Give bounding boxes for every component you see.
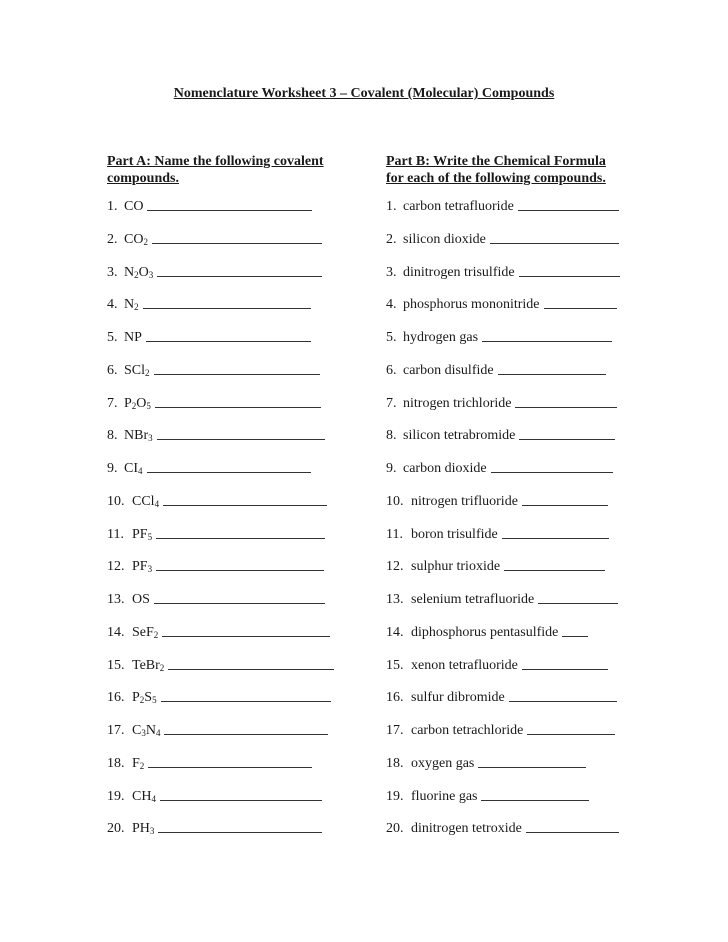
question-row bbox=[386, 755, 620, 788]
formula-symbol: NBr bbox=[124, 428, 149, 444]
answer-blank[interactable] bbox=[164, 723, 328, 735]
formula-symbol: CO bbox=[124, 199, 144, 214]
question-row bbox=[386, 460, 620, 493]
formula-symbol: CO bbox=[124, 231, 144, 247]
question-number: 20. bbox=[386, 821, 404, 837]
formula-symbol: TeBr bbox=[132, 657, 160, 673]
formula-subscript: 2 bbox=[145, 367, 150, 378]
question-number: 19. bbox=[386, 788, 404, 804]
question-row bbox=[107, 558, 334, 591]
question-number: 16. bbox=[107, 690, 125, 706]
answer-blank[interactable] bbox=[478, 756, 586, 768]
answer-blank[interactable] bbox=[538, 592, 618, 604]
question-number: 15. bbox=[386, 657, 404, 673]
question-number: 10. bbox=[386, 493, 404, 509]
question-row bbox=[386, 296, 620, 329]
question-number: 8. bbox=[107, 428, 118, 444]
question-number: 15. bbox=[107, 657, 125, 673]
answer-blank[interactable] bbox=[156, 527, 325, 539]
answer-blank[interactable] bbox=[147, 461, 312, 473]
part-a-heading-line2: compounds. bbox=[107, 171, 179, 186]
question-number: 4. bbox=[386, 297, 397, 313]
question-row bbox=[107, 722, 334, 755]
compound-name: fluorine gas bbox=[411, 788, 478, 804]
question-number: 13. bbox=[386, 592, 404, 607]
compound-name: sulfur dibromide bbox=[411, 690, 505, 706]
compound-name: carbon tetrachloride bbox=[411, 723, 524, 738]
formula-symbol: CI bbox=[124, 461, 138, 476]
answer-blank[interactable] bbox=[155, 396, 321, 408]
compound-name: dinitrogen tetroxide bbox=[411, 821, 522, 837]
answer-blank[interactable] bbox=[143, 297, 311, 309]
question-row bbox=[107, 788, 334, 821]
compound-formula bbox=[124, 199, 143, 215]
compound-formula bbox=[132, 658, 164, 674]
answer-blank[interactable] bbox=[522, 494, 608, 506]
question-number: 1. bbox=[107, 199, 118, 214]
question-row bbox=[107, 296, 334, 329]
formula-subscript: 2 bbox=[134, 302, 139, 313]
compound-name: carbon disulfide bbox=[403, 362, 494, 378]
question-row bbox=[107, 755, 334, 788]
formula-subscript: 2 bbox=[134, 269, 139, 280]
answer-blank[interactable] bbox=[519, 428, 615, 440]
answer-blank[interactable] bbox=[527, 723, 615, 735]
answer-blank[interactable] bbox=[163, 494, 327, 506]
question-number: 20. bbox=[107, 821, 125, 837]
question-row bbox=[107, 657, 334, 690]
question-number: 1. bbox=[386, 199, 397, 214]
question-number: 7. bbox=[386, 395, 397, 411]
question-number: 3. bbox=[107, 264, 118, 280]
question-row bbox=[386, 526, 620, 559]
answer-blank[interactable] bbox=[502, 527, 609, 539]
question-row bbox=[386, 427, 620, 460]
compound-name: nitrogen trifluoride bbox=[411, 493, 518, 509]
question-row bbox=[386, 329, 620, 362]
question-row bbox=[386, 558, 620, 591]
compound-name: carbon tetrafluoride bbox=[403, 199, 514, 214]
formula-symbol: CH bbox=[132, 788, 152, 804]
question-number: 8. bbox=[386, 428, 397, 444]
question-number: 18. bbox=[386, 755, 404, 771]
question-row bbox=[107, 689, 334, 722]
compound-name: phosphorus mononitride bbox=[403, 297, 540, 313]
answer-blank[interactable] bbox=[158, 821, 322, 833]
question-row bbox=[386, 820, 620, 853]
part-b-heading-line2: for each of the following compounds. bbox=[386, 171, 606, 186]
compound-formula bbox=[132, 559, 152, 575]
question-number: 14. bbox=[107, 624, 125, 640]
answer-blank[interactable] bbox=[526, 821, 619, 833]
question-number: 12. bbox=[386, 559, 404, 575]
compound-formula bbox=[132, 690, 157, 706]
question-number: 9. bbox=[386, 461, 397, 476]
answer-blank[interactable] bbox=[519, 265, 620, 277]
compound-name: silicon dioxide bbox=[403, 231, 486, 247]
formula-symbol: PF bbox=[132, 526, 148, 542]
answer-blank[interactable] bbox=[491, 461, 613, 473]
formula-subscript: 2 bbox=[153, 629, 159, 640]
answer-blank[interactable] bbox=[160, 789, 322, 801]
answer-blank[interactable] bbox=[162, 625, 330, 637]
formula-subscript: 2 bbox=[139, 695, 145, 706]
question-row bbox=[386, 689, 620, 722]
formula-symbol: F bbox=[132, 755, 140, 771]
question-row bbox=[386, 788, 620, 821]
part-a-heading bbox=[107, 153, 324, 187]
answer-blank[interactable] bbox=[515, 396, 617, 408]
compound-formula bbox=[132, 756, 144, 772]
formula-subscript: 5 bbox=[146, 400, 151, 411]
part-b-heading bbox=[386, 153, 606, 187]
answer-blank[interactable] bbox=[504, 559, 605, 571]
question-row bbox=[386, 231, 620, 264]
answer-blank[interactable] bbox=[148, 756, 312, 768]
question-number: 19. bbox=[107, 788, 125, 804]
answer-blank[interactable] bbox=[481, 789, 589, 801]
formula-symbol: N bbox=[145, 723, 156, 738]
compound-name: dinitrogen trisulfide bbox=[403, 264, 515, 280]
question-number: 2. bbox=[107, 231, 118, 247]
question-number: 18. bbox=[107, 755, 125, 771]
question-number: 12. bbox=[107, 559, 125, 575]
compound-formula bbox=[124, 363, 150, 379]
compound-name: selenium tetrafluoride bbox=[411, 592, 535, 607]
answer-blank[interactable] bbox=[146, 330, 311, 342]
compound-formula bbox=[132, 789, 156, 805]
part-b-list bbox=[386, 198, 620, 853]
formula-symbol: P bbox=[124, 395, 132, 411]
answer-blank[interactable] bbox=[147, 199, 312, 211]
question-row bbox=[107, 820, 334, 853]
compound-name: hydrogen gas bbox=[403, 330, 479, 345]
formula-symbol: OS bbox=[132, 592, 150, 607]
formula-subscript: 2 bbox=[143, 236, 148, 247]
answer-blank[interactable] bbox=[168, 658, 334, 670]
compound-formula bbox=[124, 330, 142, 346]
question-row bbox=[107, 329, 334, 362]
answer-blank[interactable] bbox=[522, 658, 608, 670]
answer-blank[interactable] bbox=[154, 592, 325, 604]
question-row bbox=[386, 591, 620, 624]
formula-subscript: 4 bbox=[154, 498, 160, 509]
question-row bbox=[386, 395, 620, 428]
question-row bbox=[107, 231, 334, 264]
formula-subscript: 2 bbox=[139, 760, 145, 771]
question-number: 4. bbox=[107, 297, 118, 313]
formula-symbol: O bbox=[138, 264, 149, 280]
question-number: 6. bbox=[107, 362, 118, 378]
compound-formula bbox=[124, 232, 148, 248]
answer-blank[interactable] bbox=[482, 330, 612, 342]
answer-blank[interactable] bbox=[152, 232, 322, 244]
question-number: 17. bbox=[107, 723, 125, 738]
compound-formula bbox=[132, 723, 160, 739]
answer-blank[interactable] bbox=[544, 297, 618, 309]
question-number: 6. bbox=[386, 362, 397, 378]
page-title: Nomenclature Worksheet 3 – Covalent (Molecular) Compounds bbox=[173, 86, 555, 101]
question-row bbox=[107, 395, 334, 428]
question-number: 10. bbox=[107, 493, 125, 509]
formula-symbol: CCl bbox=[132, 493, 155, 509]
question-row bbox=[386, 624, 620, 657]
formula-symbol: SeF bbox=[132, 624, 154, 640]
formula-symbol: P bbox=[132, 690, 140, 706]
compound-formula bbox=[124, 265, 153, 281]
formula-symbol: N bbox=[124, 297, 135, 313]
answer-blank[interactable] bbox=[498, 363, 606, 375]
compound-name: oxygen gas bbox=[411, 755, 475, 771]
formula-subscript: 3 bbox=[148, 433, 153, 444]
part-a-heading-line1: Part A: Name the following covalent bbox=[107, 154, 324, 169]
compound-formula bbox=[132, 592, 150, 608]
answer-blank[interactable] bbox=[157, 265, 322, 277]
question-number: 9. bbox=[107, 461, 118, 476]
question-row bbox=[107, 362, 334, 395]
question-number: 11. bbox=[107, 526, 124, 542]
question-row bbox=[107, 624, 334, 657]
formula-symbol: N bbox=[124, 264, 135, 280]
answer-blank[interactable] bbox=[518, 199, 619, 211]
question-row bbox=[386, 657, 620, 690]
question-number: 14. bbox=[386, 624, 404, 640]
question-number: 5. bbox=[386, 330, 397, 345]
question-row bbox=[107, 460, 334, 493]
question-row bbox=[386, 362, 620, 395]
formula-symbol: NP bbox=[124, 330, 142, 345]
answer-blank[interactable] bbox=[562, 625, 588, 637]
part-a-list bbox=[107, 198, 334, 853]
compound-formula bbox=[132, 821, 154, 837]
question-row bbox=[107, 198, 334, 231]
question-row bbox=[107, 591, 334, 624]
formula-subscript: 4 bbox=[151, 793, 156, 804]
formula-symbol: PH bbox=[132, 821, 150, 837]
answer-blank[interactable] bbox=[154, 363, 320, 375]
formula-subscript: 3 bbox=[141, 728, 146, 738]
answer-blank[interactable] bbox=[157, 428, 325, 440]
compound-formula bbox=[124, 396, 151, 412]
question-row bbox=[386, 722, 620, 755]
answer-blank[interactable] bbox=[490, 232, 619, 244]
question-row bbox=[107, 264, 334, 297]
compound-formula bbox=[132, 494, 159, 510]
formula-subscript: 4 bbox=[138, 466, 143, 476]
question-number: 11. bbox=[386, 526, 403, 542]
formula-subscript: 2 bbox=[131, 400, 137, 411]
compound-formula bbox=[124, 297, 139, 313]
formula-subscript: 4 bbox=[155, 728, 161, 738]
formula-subscript: 3 bbox=[148, 269, 154, 280]
question-row bbox=[386, 198, 620, 231]
question-number: 5. bbox=[107, 330, 118, 345]
compound-formula bbox=[124, 428, 153, 444]
answer-blank[interactable] bbox=[161, 690, 331, 702]
question-row bbox=[386, 493, 620, 526]
answer-blank[interactable] bbox=[156, 559, 324, 571]
question-number: 3. bbox=[386, 264, 397, 280]
question-number: 2. bbox=[386, 231, 397, 247]
compound-name: boron trisulfide bbox=[411, 526, 498, 542]
question-number: 16. bbox=[386, 690, 404, 706]
formula-symbol: O bbox=[136, 395, 147, 411]
formula-symbol: SCl bbox=[124, 362, 146, 378]
formula-subscript: 5 bbox=[147, 531, 153, 542]
compound-name: diphosphorus pentasulfide bbox=[411, 624, 559, 640]
question-row bbox=[386, 264, 620, 297]
compound-formula bbox=[132, 527, 152, 543]
question-number: 13. bbox=[107, 592, 125, 607]
formula-symbol: C bbox=[132, 723, 142, 738]
compound-name: xenon tetrafluoride bbox=[411, 657, 518, 673]
formula-symbol: S bbox=[144, 690, 153, 706]
question-row bbox=[107, 427, 334, 460]
compound-name: silicon tetrabromide bbox=[403, 428, 516, 444]
question-row bbox=[107, 493, 334, 526]
question-row bbox=[107, 526, 334, 559]
compound-name: nitrogen trichloride bbox=[403, 395, 512, 411]
compound-name: carbon dioxide bbox=[403, 461, 487, 476]
compound-formula bbox=[132, 625, 158, 641]
formula-subscript: 5 bbox=[152, 695, 157, 706]
compound-name: sulphur trioxide bbox=[411, 559, 501, 575]
question-number: 7. bbox=[107, 395, 118, 411]
formula-symbol: PF bbox=[132, 559, 148, 575]
question-number: 17. bbox=[386, 723, 404, 738]
compound-formula bbox=[124, 461, 143, 477]
answer-blank[interactable] bbox=[509, 690, 617, 702]
formula-subscript: 3 bbox=[149, 826, 155, 837]
part-b-heading-line1: Part B: Write the Chemical Formula bbox=[386, 154, 606, 169]
formula-subscript: 2 bbox=[159, 662, 165, 673]
formula-subscript: 3 bbox=[147, 564, 153, 575]
